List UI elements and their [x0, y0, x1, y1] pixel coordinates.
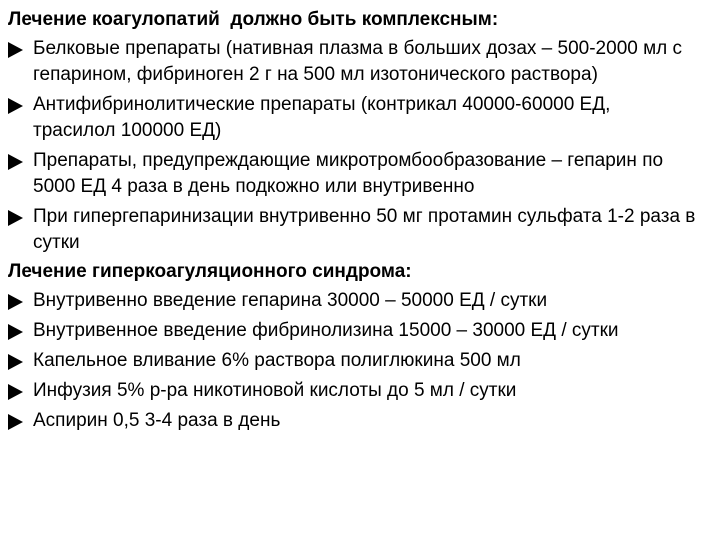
- arrow-bullet-icon: [8, 154, 23, 170]
- list-item: [8, 318, 698, 344]
- arrow-bullet-icon: [8, 210, 23, 226]
- arrow-bullet-icon: [8, 42, 23, 58]
- list-item: [8, 36, 698, 88]
- list-item: [8, 204, 698, 256]
- arrow-bullet-icon: [8, 98, 23, 114]
- section-heading-coagulopathy: Лечение коагулопатий должно быть комплексным:: [8, 9, 499, 30]
- arrow-bullet-icon: [8, 354, 23, 370]
- list-item: [8, 378, 698, 404]
- arrow-bullet-icon: [8, 294, 23, 310]
- arrow-bullet-icon: [8, 384, 23, 400]
- list-item-text: Внутривенно введение гепарина 30000 – 50000 ЕД / сутки: [33, 290, 548, 311]
- list-item: [8, 408, 698, 434]
- list-item: [8, 148, 698, 200]
- list-item-text: Аспирин 0,5 3-4 раза в день: [33, 410, 281, 431]
- list-item-text: Капельное вливание 6% раствора полиглюкина 500 мл: [33, 350, 521, 371]
- list-item: [8, 288, 698, 314]
- list-item-text: Препараты, предупреждающие микротромбообразование – гепарин по 5000 ЕД 4 раза в день подкожно или внутривенно: [33, 150, 664, 197]
- list-item-text: Внутривенное введение фибринолизина 15000 – 30000 ЕД / сутки: [33, 320, 619, 341]
- section-heading-hypercoagulation: Лечение гиперкоагуляционного синдрома:: [8, 261, 412, 282]
- hypercoagulation-treatment-list: [8, 288, 698, 434]
- list-item-text: Инфузия 5% р-ра никотиновой кислоты до 5 мл / сутки: [33, 380, 517, 401]
- list-item-text: Белковые препараты (нативная плазма в больших дозах – 500-2000 мл с гепарином, фибриноген 2 г на 500 мл изотонического раствора): [33, 38, 683, 85]
- list-item-text: При гипергепаринизации внутривенно 50 мг протамин сульфата 1-2 раза в сутки: [33, 206, 696, 253]
- list-item: [8, 348, 698, 374]
- arrow-bullet-icon: [8, 414, 23, 430]
- coagulopathy-treatment-list: [8, 36, 698, 256]
- arrow-bullet-icon: [8, 324, 23, 340]
- list-item-text: Антифибринолитические препараты (контрикал 40000-60000 ЕД, трасилол 100000 ЕД): [33, 94, 611, 141]
- list-item: [8, 92, 698, 144]
